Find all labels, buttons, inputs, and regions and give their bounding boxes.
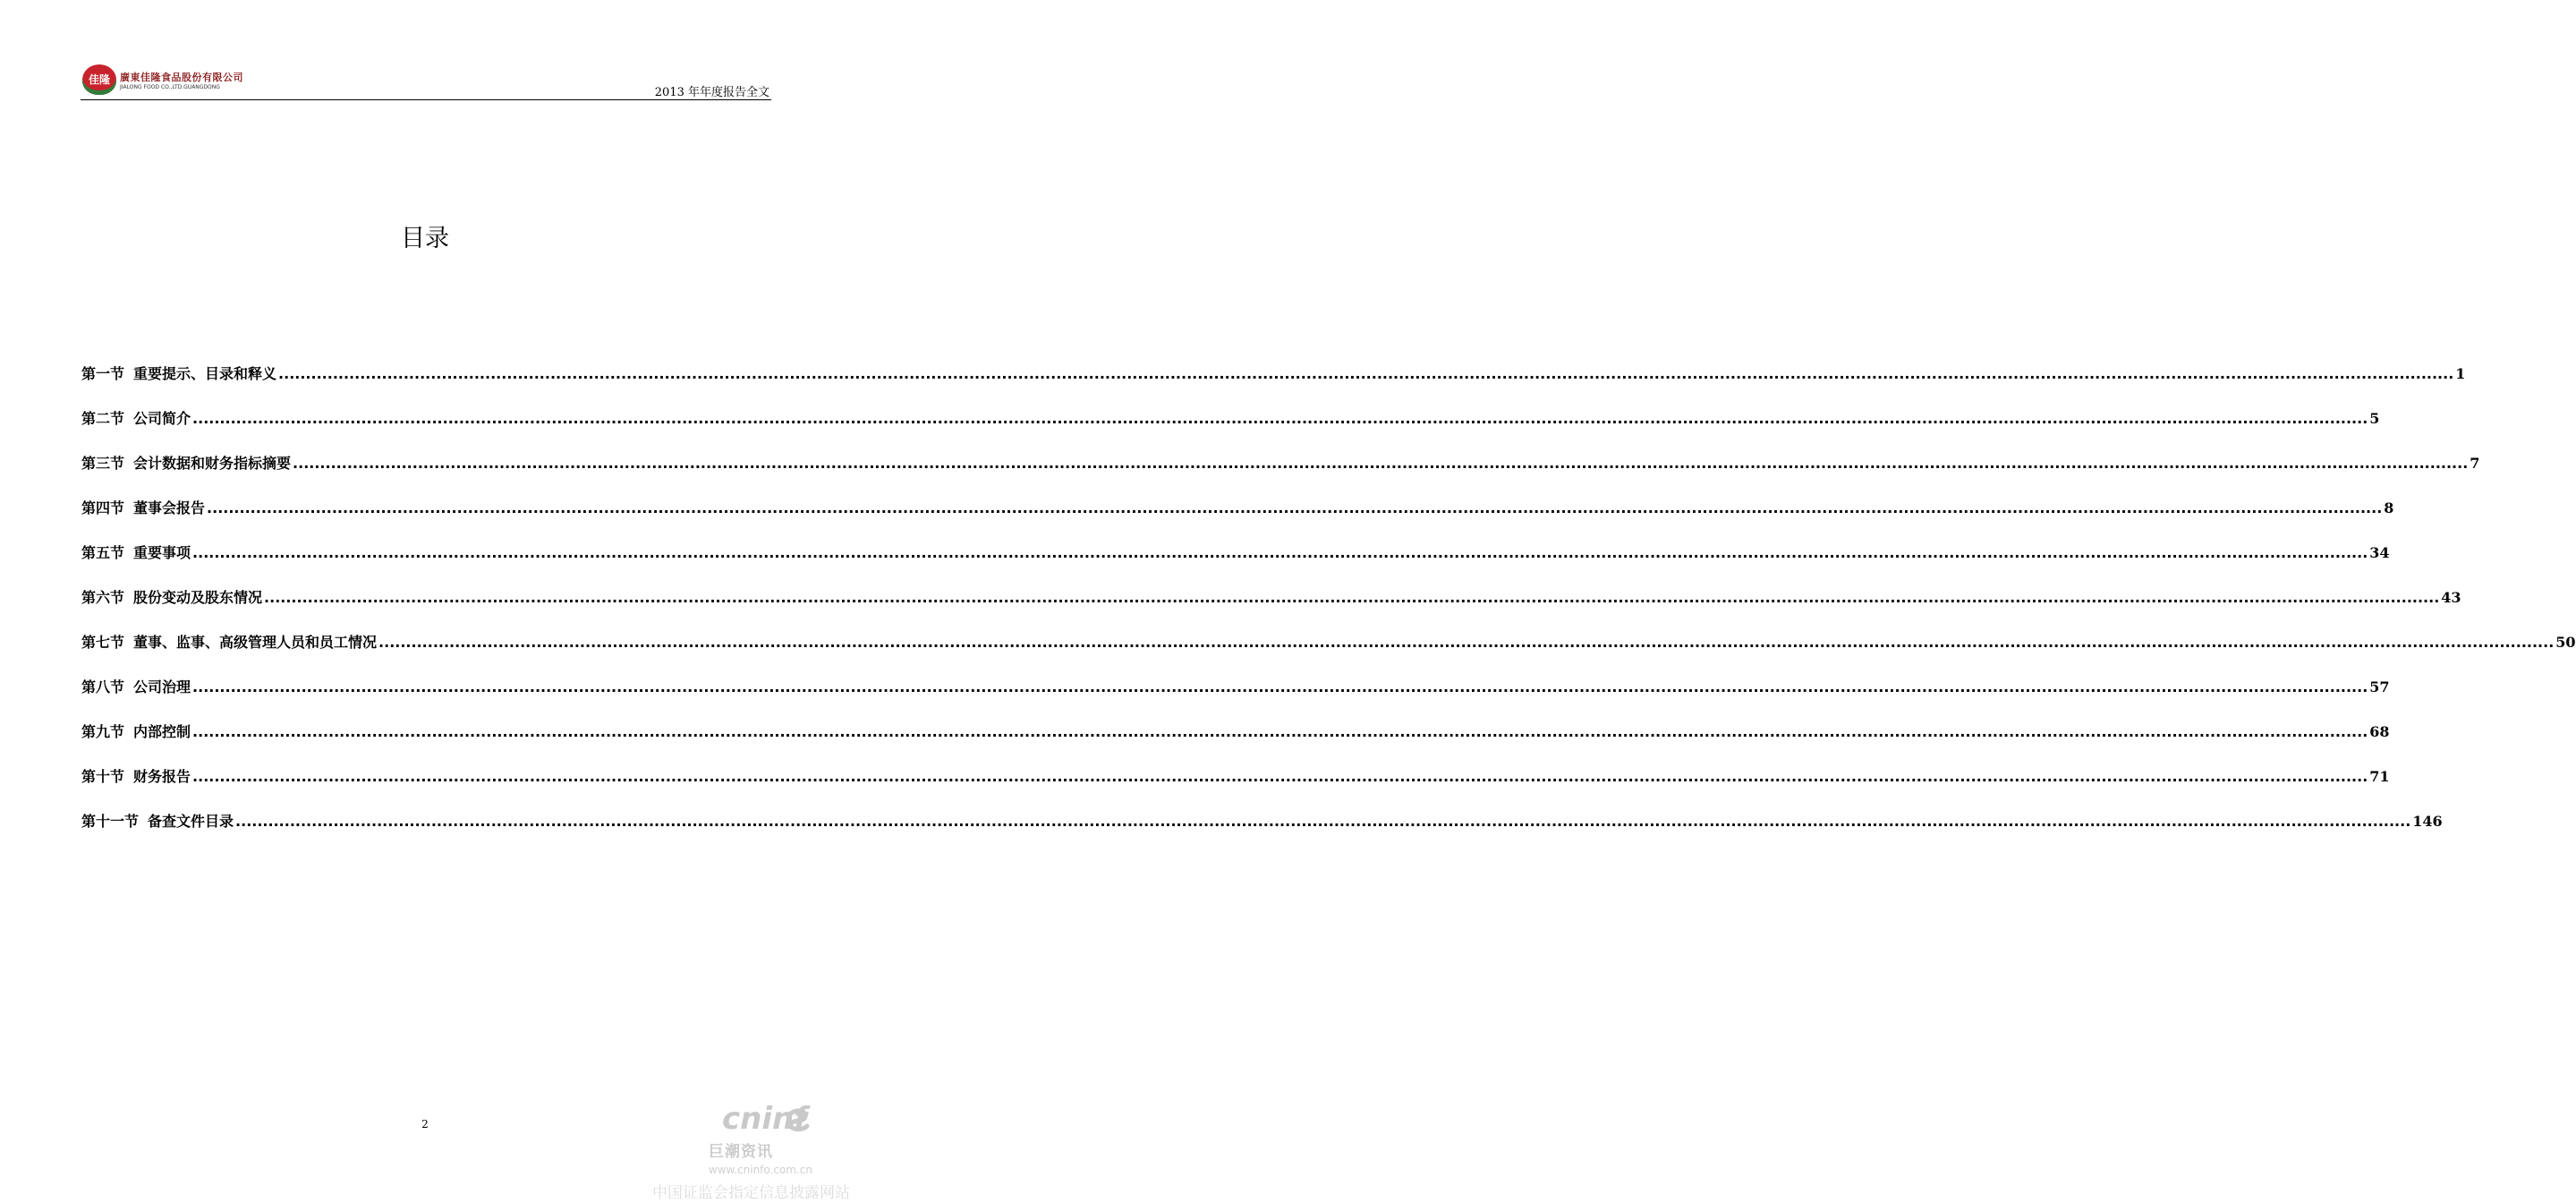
table-of-contents bbox=[81, 363, 2576, 855]
toc-section-number: 第二节 bbox=[81, 410, 125, 427]
toc-leader-dots: ................................................................................................................................................................................................................................................................................................................................................................................................................ bbox=[278, 365, 2454, 382]
toc-entry[interactable] bbox=[81, 363, 2466, 407]
cninfo-watermark bbox=[644, 1096, 850, 1203]
toc-page-number: 146 bbox=[2412, 813, 2443, 830]
company-name-en: JIALONG FOOD CO.,LTD.GUANGDONG bbox=[120, 84, 220, 90]
toc-leader-dots: ................................................................................................................................................................................................................................................................................................................................................................................................................ bbox=[192, 410, 2368, 427]
toc-section-title: 重要事项 bbox=[133, 544, 191, 561]
toc-page-number: 68 bbox=[2369, 723, 2390, 740]
watermark-brand-cn: 巨潮资讯 bbox=[709, 1143, 773, 1161]
toc-page-number: 50 bbox=[2555, 634, 2576, 651]
logo-badge-text: 佳隆 bbox=[88, 73, 110, 86]
toc-section-title: 会计数据和财务指标摘要 bbox=[133, 455, 292, 472]
toc-page-number: 34 bbox=[2369, 544, 2390, 561]
toc-section-number: 第五节 bbox=[81, 544, 125, 561]
toc-leader-dots: ................................................................................................................................................................................................................................................................................................................................................................................................................ bbox=[378, 634, 2555, 651]
toc-section-title: 董事、监事、高级管理人员和员工情况 bbox=[133, 634, 378, 651]
toc-entry[interactable] bbox=[81, 631, 2576, 676]
page-number: 2 bbox=[421, 1118, 429, 1130]
toc-section-title: 财务报告 bbox=[133, 768, 191, 785]
toc-page-number: 43 bbox=[2441, 589, 2461, 606]
toc-entry[interactable] bbox=[81, 586, 2461, 631]
toc-page-number: 8 bbox=[2384, 499, 2394, 516]
toc-section-number: 第十节 bbox=[81, 768, 125, 785]
toc-entry[interactable] bbox=[81, 497, 2394, 542]
swirl-icon bbox=[784, 1106, 811, 1133]
toc-section-number: 第六节 bbox=[81, 589, 125, 606]
toc-page-number: 57 bbox=[2369, 678, 2390, 695]
toc-leader-dots: ................................................................................................................................................................................................................................................................................................................................................................................................................ bbox=[192, 768, 2368, 785]
toc-leader-dots: ................................................................................................................................................................................................................................................................................................................................................................................................................ bbox=[207, 499, 2383, 516]
toc-leader-dots: ................................................................................................................................................................................................................................................................................................................................................................................................................ bbox=[192, 678, 2368, 695]
toc-page-number: 71 bbox=[2369, 768, 2390, 785]
watermark-slogan: 中国证监会指定信息披露网站 bbox=[652, 1184, 850, 1202]
toc-leader-dots: ................................................................................................................................................................................................................................................................................................................................................................................................................ bbox=[235, 813, 2411, 830]
toc-page-number: 5 bbox=[2369, 410, 2380, 427]
toc-leader-dots: ................................................................................................................................................................................................................................................................................................................................................................................................................ bbox=[293, 455, 2469, 472]
toc-entry[interactable] bbox=[81, 765, 2390, 810]
header-divider bbox=[81, 99, 771, 100]
toc-entry[interactable] bbox=[81, 542, 2390, 586]
toc-section-title: 董事会报告 bbox=[133, 499, 206, 516]
toc-entry[interactable] bbox=[81, 721, 2390, 765]
toc-entry[interactable] bbox=[81, 810, 2443, 855]
toc-section-title: 重要提示、目录和释义 bbox=[133, 365, 277, 382]
toc-section-number: 第四节 bbox=[81, 499, 125, 516]
toc-section-number: 第十一节 bbox=[81, 813, 140, 830]
toc-leader-dots: ................................................................................................................................................................................................................................................................................................................................................................................................................ bbox=[192, 544, 2368, 561]
company-logo bbox=[82, 64, 116, 95]
watermark-brand: cninf bbox=[721, 1101, 807, 1137]
page-header bbox=[81, 63, 771, 100]
toc-section-number: 第七节 bbox=[81, 634, 125, 651]
toc-section-number: 第一节 bbox=[81, 365, 125, 382]
toc-section-title: 公司简介 bbox=[133, 410, 191, 427]
toc-leader-dots: ................................................................................................................................................................................................................................................................................................................................................................................................................ bbox=[192, 723, 2368, 740]
toc-entry[interactable] bbox=[81, 676, 2390, 721]
toc-section-number: 第三节 bbox=[81, 455, 125, 472]
toc-section-number: 第九节 bbox=[81, 723, 125, 740]
company-name-cn: 廣東佳隆食品股份有限公司 bbox=[120, 72, 243, 83]
toc-leader-dots: ................................................................................................................................................................................................................................................................................................................................................................................................................ bbox=[264, 589, 2440, 606]
toc-section-title: 股份变动及股东情况 bbox=[133, 589, 263, 606]
toc-entry[interactable] bbox=[81, 452, 2480, 497]
watermark-url: www.cninfo.com.cn bbox=[708, 1164, 812, 1176]
toc-section-number: 第八节 bbox=[81, 678, 125, 695]
toc-section-title: 备查文件目录 bbox=[148, 813, 234, 830]
report-title: 2013 年年度报告全文 bbox=[654, 86, 769, 99]
toc-section-title: 公司治理 bbox=[133, 678, 191, 695]
toc-entry[interactable] bbox=[81, 407, 2380, 452]
page-title: 目录 bbox=[401, 225, 449, 252]
toc-page-number: 7 bbox=[2470, 455, 2480, 472]
toc-section-title: 内部控制 bbox=[133, 723, 191, 740]
toc-page-number: 1 bbox=[2455, 365, 2466, 382]
